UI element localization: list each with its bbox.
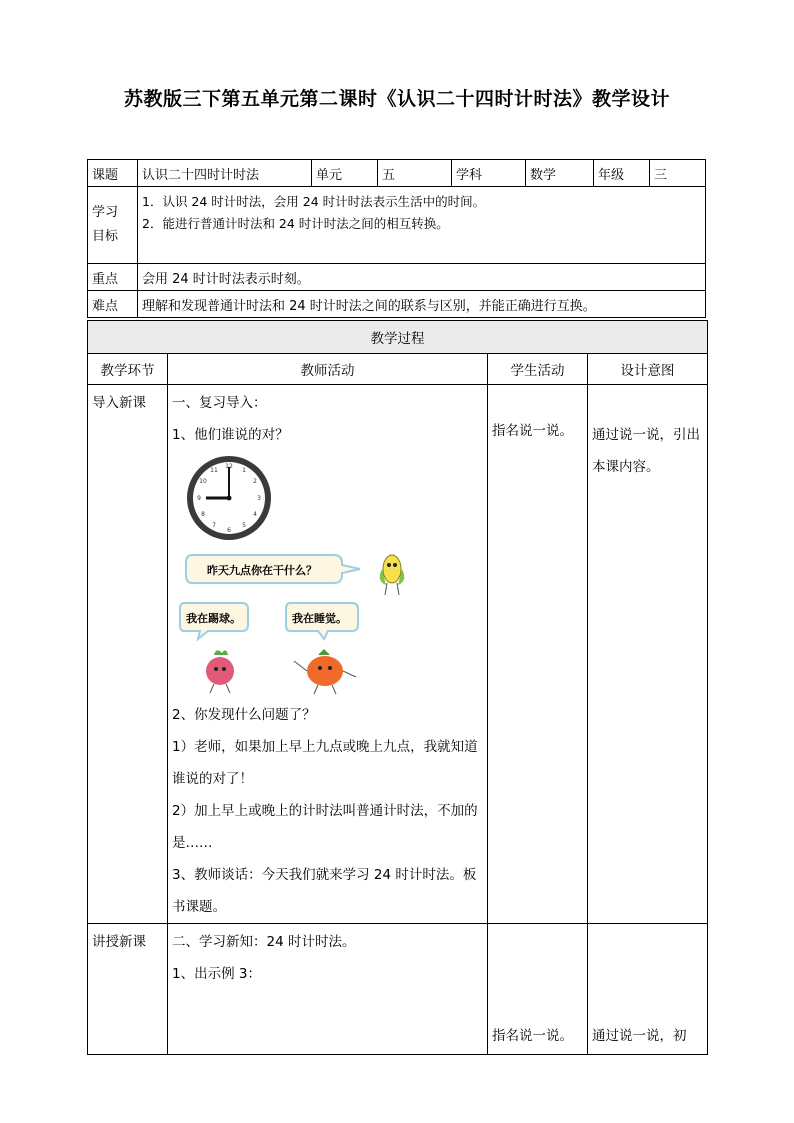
document-title: 苏教版三下第五单元第二课时《认识二十四时计时法》教学设计 xyxy=(123,88,670,110)
svg-text:2: 2 xyxy=(253,478,257,485)
bubble-answer-b-text: 我在睡觉。 xyxy=(292,612,347,625)
intro-answer-2: 2）加上早上或晚上的计时法叫普通计时法，不加的是…… xyxy=(172,803,478,851)
subject-value: 数学 xyxy=(526,160,594,187)
design-intent-new xyxy=(588,924,708,1055)
unit-label: 单元 xyxy=(312,160,378,187)
svg-text:10: 10 xyxy=(199,478,207,485)
svg-text:12: 12 xyxy=(225,463,233,470)
student-activity-intro xyxy=(488,385,588,924)
intro-question: 1、他们谁说的对？ xyxy=(172,427,289,443)
svg-text:5: 5 xyxy=(242,522,246,529)
design-intent-intro xyxy=(588,385,708,924)
tomato-character-icon xyxy=(290,649,360,695)
student-activity-intro-text: 指名说一说。 xyxy=(492,423,573,439)
unit-value: 五 xyxy=(378,160,452,187)
topic-value: 认识二十四时计时法 xyxy=(138,160,312,187)
svg-text:1: 1 xyxy=(242,467,246,474)
goals-cell xyxy=(138,187,706,264)
corn-character-icon xyxy=(372,547,412,597)
col-stage: 教学环节 xyxy=(88,354,168,385)
process-header: 教学过程 xyxy=(88,321,708,354)
goals-label-line1: 学习 xyxy=(92,205,119,220)
design-intent-new-text: 通过说一说，初 xyxy=(592,1028,687,1044)
teaching-process-table xyxy=(87,320,708,1055)
new-heading: 二、学习新知：24 时计时法。 xyxy=(172,934,356,950)
grade-label: 年级 xyxy=(594,160,650,187)
topic-label: 课题 xyxy=(88,160,138,187)
student-activity-new xyxy=(488,924,588,1055)
svg-text:9: 9 xyxy=(197,495,201,502)
svg-text:7: 7 xyxy=(212,522,216,529)
intro-problem: 2、你发现什么问题了？ xyxy=(172,707,316,723)
new-example: 1、出示例 3： xyxy=(172,966,261,982)
intro-heading: 一、复习导入： xyxy=(172,395,267,411)
col-intent: 设计意图 xyxy=(588,354,708,385)
col-teacher: 教师活动 xyxy=(168,354,488,385)
bubble-question-text: 昨天九点你在干什么？ xyxy=(207,564,317,577)
radish-character-icon xyxy=(196,647,242,695)
svg-text:11: 11 xyxy=(210,467,218,474)
intro-teacher-talk: 3、教师谈话：今天我们就来学习 24 时计时法。板书课题。 xyxy=(172,867,477,915)
subject-label: 学科 xyxy=(452,160,526,187)
illustration xyxy=(172,451,483,699)
teacher-activity-intro xyxy=(168,385,488,924)
stage-new-lesson: 讲授新课 xyxy=(88,924,168,1055)
intro-answer-1: 1）老师，如果加上早上九点或晚上九点，我就知道谁说的对了！ xyxy=(172,739,478,787)
lesson-info-table xyxy=(87,159,706,318)
svg-text:4: 4 xyxy=(253,511,257,518)
student-activity-new-text: 指名说一说。 xyxy=(492,1028,573,1044)
design-intent-intro-text: 通过说一说，引出本课内容。 xyxy=(592,427,700,475)
goals-label xyxy=(88,187,138,264)
bubble-answer-a-text: 我在踢球。 xyxy=(186,612,241,625)
svg-text:6: 6 xyxy=(227,527,231,534)
stage-intro: 导入新课 xyxy=(88,385,168,924)
col-student: 学生活动 xyxy=(488,354,588,385)
key-point-value: 会用 24 时计时法表示时刻。 xyxy=(138,264,706,291)
teacher-activity-new xyxy=(168,924,488,1055)
grade-value: 三 xyxy=(650,160,706,187)
difficulty-value: 理解和发现普通计时法和 24 时计时法之间的联系与区别，并能正确进行互换。 xyxy=(138,291,706,318)
goal-2: 2．能进行普通计时法和 24 时计时法之间的相互转换。 xyxy=(142,216,449,231)
key-point-label: 重点 xyxy=(88,264,138,291)
goal-1: 1．认识 24 时计时法，会用 24 时计时法表示生活中的时间。 xyxy=(142,194,486,209)
clock-icon xyxy=(184,453,274,543)
svg-text:3: 3 xyxy=(257,495,261,502)
goals-label-line2: 目标 xyxy=(92,229,119,244)
svg-text:8: 8 xyxy=(201,511,205,518)
difficulty-label: 难点 xyxy=(88,291,138,318)
